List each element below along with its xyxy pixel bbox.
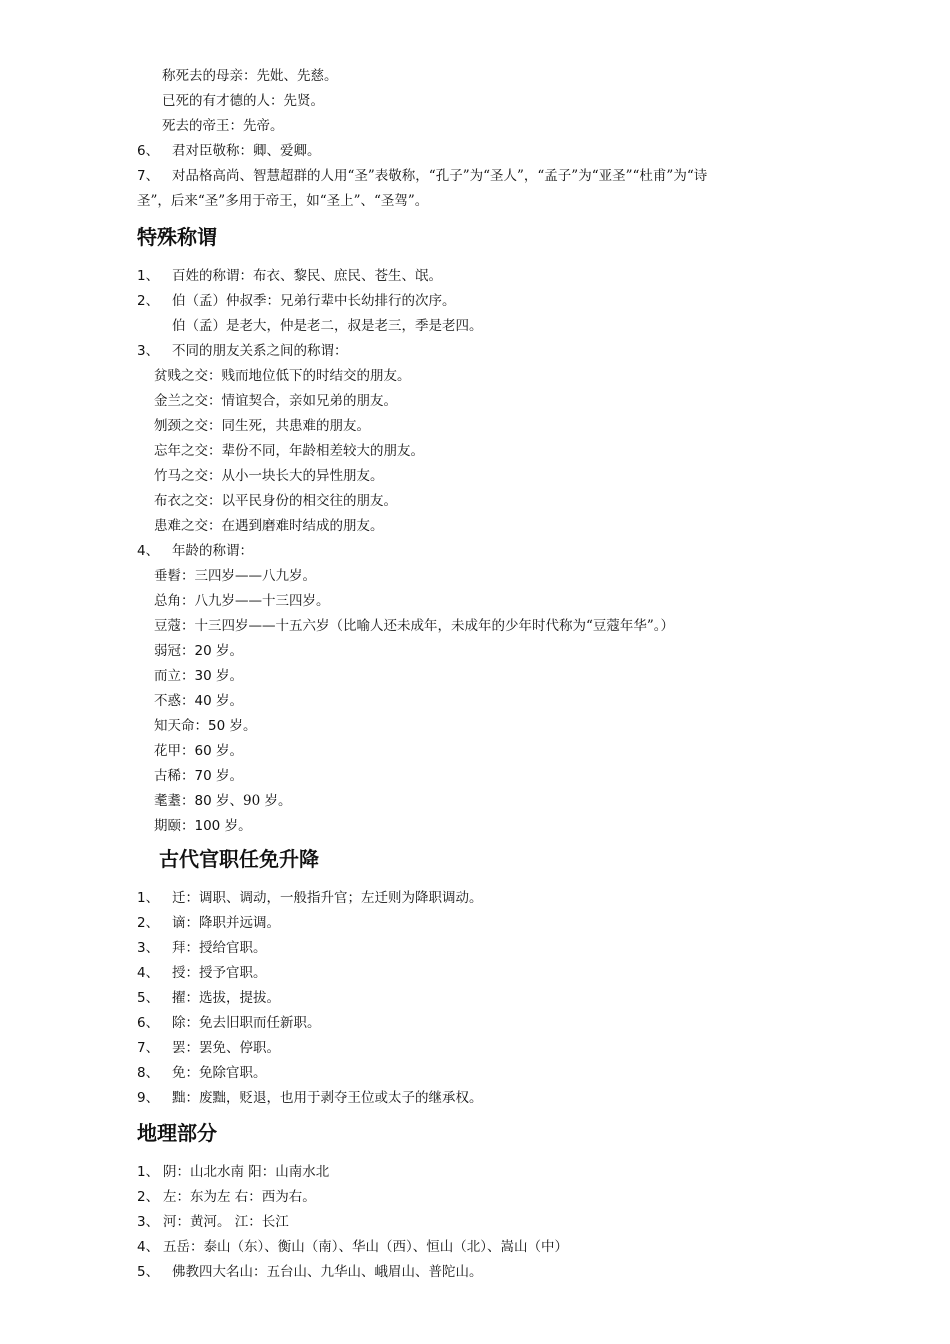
age-term-name: 花甲： — [154, 743, 195, 759]
list-item — [137, 1162, 329, 1182]
item-text: 佛教四大名山：五台山、九华山、峨眉山、普陀山。 — [172, 1264, 483, 1280]
item-number: 1、 — [137, 1164, 160, 1180]
item-text: 谪：降职并远调。 — [172, 915, 280, 931]
age-term — [154, 641, 243, 661]
age-term-desc: 十三四岁——十五六岁（比喻人还未成年，未成年的少年时代称为“豆蔻年华”。） — [194, 618, 675, 634]
list-item — [137, 141, 321, 161]
section-heading: 特殊称谓 — [137, 225, 217, 249]
age-term — [154, 691, 243, 711]
item-number: 7、 — [137, 168, 160, 184]
age-term-desc: 岁。 — [211, 768, 243, 784]
item-number: 3、 — [137, 940, 160, 956]
item-number: 3、 — [137, 1214, 160, 1230]
item-text: 迁：调职、调动，一般指升官；左迁则为降职调动。 — [172, 890, 483, 906]
age-term-desc: 岁。 — [211, 643, 243, 659]
item-text: 不同的朋友关系之间的称谓： — [172, 343, 348, 359]
item-number: 2、 — [137, 915, 160, 931]
age-term — [154, 716, 256, 736]
item-text: 除：免去旧职而任新职。 — [172, 1015, 321, 1031]
list-item — [137, 888, 483, 908]
list-item — [137, 1013, 321, 1033]
list-item — [137, 963, 267, 983]
item-number: 6、 — [137, 1015, 160, 1031]
item-text: 擢：选拔，提拔。 — [172, 990, 280, 1006]
age-term — [154, 741, 243, 761]
item-text: 罢：罢免、停职。 — [172, 1040, 280, 1056]
list-item — [137, 266, 442, 286]
item-number: 3、 — [137, 343, 160, 359]
age-term — [154, 816, 252, 836]
age-term-name: 耄耋： — [154, 793, 195, 809]
list-item — [137, 913, 280, 933]
list-item — [137, 1038, 280, 1058]
age-term — [154, 766, 243, 786]
age-term — [154, 591, 330, 611]
age-term-desc: 八九岁——十三四岁。 — [194, 593, 330, 609]
list-item — [137, 1088, 483, 1108]
text-line: 圣”，后来“圣”多用于帝王，如“圣上”、“圣驾”。 — [137, 193, 429, 209]
age-term-name: 知天命： — [154, 718, 208, 734]
age-term — [154, 791, 291, 811]
list-item — [137, 1063, 267, 1083]
item-number: 1、 — [137, 890, 160, 906]
item-number: 5、 — [137, 1264, 160, 1280]
item-text: 伯（孟）仲叔季：兄弟行辈中长幼排行的次序。 — [172, 293, 456, 309]
item-text: 拜：授给官职。 — [172, 940, 267, 956]
age-term-name: 期颐： — [154, 818, 195, 834]
item-text: 五岳：泰山（东）、衡山（南）、华山（西）、恒山（北）、嵩山（中） — [163, 1239, 568, 1255]
item-text: 河：黄河。 江：长江 — [163, 1214, 289, 1230]
age-term-name: 垂髫： — [154, 568, 195, 584]
age-number: 70 — [194, 768, 212, 784]
item-number: 9、 — [137, 1090, 160, 1106]
age-number: 80 — [194, 793, 212, 809]
list-item — [137, 1237, 568, 1257]
list-item — [137, 1187, 316, 1207]
age-number: 30 — [194, 668, 212, 684]
age-term-desc: 岁。 — [211, 693, 243, 709]
list-item — [137, 541, 253, 561]
item-text: 年龄的称谓： — [172, 543, 253, 559]
list-item — [137, 291, 456, 311]
item-number: 2、 — [137, 293, 160, 309]
list-item — [137, 166, 707, 186]
friend-term: 忘年之交：辈份不同，年龄相差较大的朋友。 — [154, 443, 424, 459]
age-term-name: 豆蔻： — [154, 618, 195, 634]
friend-term: 刎颈之交：同生死，共患难的朋友。 — [154, 418, 370, 434]
age-term — [154, 616, 674, 636]
list-item — [137, 1262, 483, 1282]
text-line: 称死去的母亲：先妣、先慈。 — [162, 68, 338, 84]
age-number: 50 — [208, 718, 226, 734]
age-term-desc: 岁。 — [211, 743, 243, 759]
friend-term: 竹马之交：从小一块长大的异性朋友。 — [154, 468, 384, 484]
list-item — [137, 938, 267, 958]
item-number: 8、 — [137, 1065, 160, 1081]
friend-term: 患难之交：在遇到磨难时结成的朋友。 — [154, 518, 384, 534]
age-term-desc: 岁。 — [220, 818, 252, 834]
age-term-desc: 岁。 — [211, 668, 243, 684]
item-text: 左：东为左 右：西为右。 — [163, 1189, 316, 1205]
text-line: 已死的有才德的人：先贤。 — [162, 93, 324, 109]
item-number: 6、 — [137, 143, 160, 159]
item-number: 4、 — [137, 1239, 160, 1255]
age-number: 20 — [194, 643, 212, 659]
section-heading: 古代官职任免升降 — [159, 847, 319, 871]
item-text: 授：授予官职。 — [172, 965, 267, 981]
age-number: 60 — [194, 743, 212, 759]
friend-term: 贫贱之交：贱而地位低下的时结交的朋友。 — [154, 368, 411, 384]
age-term — [154, 666, 243, 686]
age-number: 100 — [194, 818, 221, 834]
text-line: 伯（孟）是老大，仲是老二，叔是老三，季是老四。 — [172, 318, 483, 334]
item-text: 阴：山北水南 阳：山南水北 — [163, 1164, 330, 1180]
age-term-name: 古稀： — [154, 768, 195, 784]
item-number: 4、 — [137, 965, 160, 981]
age-term — [154, 566, 316, 586]
list-item — [137, 1212, 289, 1232]
age-number: 40 — [194, 693, 212, 709]
item-text: 黜：废黜，贬退，也用于剥夺王位或太子的继承权。 — [172, 1090, 483, 1106]
item-text: 免：免除官职。 — [172, 1065, 267, 1081]
age-term-name: 不惑： — [154, 693, 195, 709]
age-term-name: 而立： — [154, 668, 195, 684]
section-heading: 地理部分 — [137, 1121, 217, 1145]
item-text: 对品格高尚、智慧超群的人用“圣”表敬称，“孔子”为“圣人”，“孟子”为“亚圣”“杜甫”为“诗 — [172, 168, 708, 184]
age-term-name: 弱冠： — [154, 643, 195, 659]
list-item — [137, 988, 280, 1008]
age-term-desc: 三四岁——八九岁。 — [194, 568, 316, 584]
item-number: 2、 — [137, 1189, 160, 1205]
age-term-name: 总角： — [154, 593, 195, 609]
item-number: 1、 — [137, 268, 160, 284]
item-text: 百姓的称谓：布衣、黎民、庶民、苍生、氓。 — [172, 268, 442, 284]
age-term-desc: 岁、90 岁。 — [211, 793, 292, 809]
friend-term: 金兰之交：情谊契合，亲如兄弟的朋友。 — [154, 393, 397, 409]
item-number: 7、 — [137, 1040, 160, 1056]
text-line: 死去的帝王：先帝。 — [162, 118, 284, 134]
item-number: 5、 — [137, 990, 160, 1006]
list-item — [137, 341, 348, 361]
item-number: 4、 — [137, 543, 160, 559]
age-term-desc: 岁。 — [225, 718, 257, 734]
friend-term: 布衣之交：以平民身份的相交往的朋友。 — [154, 493, 397, 509]
item-text: 君对臣敬称：卿、爱卿。 — [172, 143, 321, 159]
